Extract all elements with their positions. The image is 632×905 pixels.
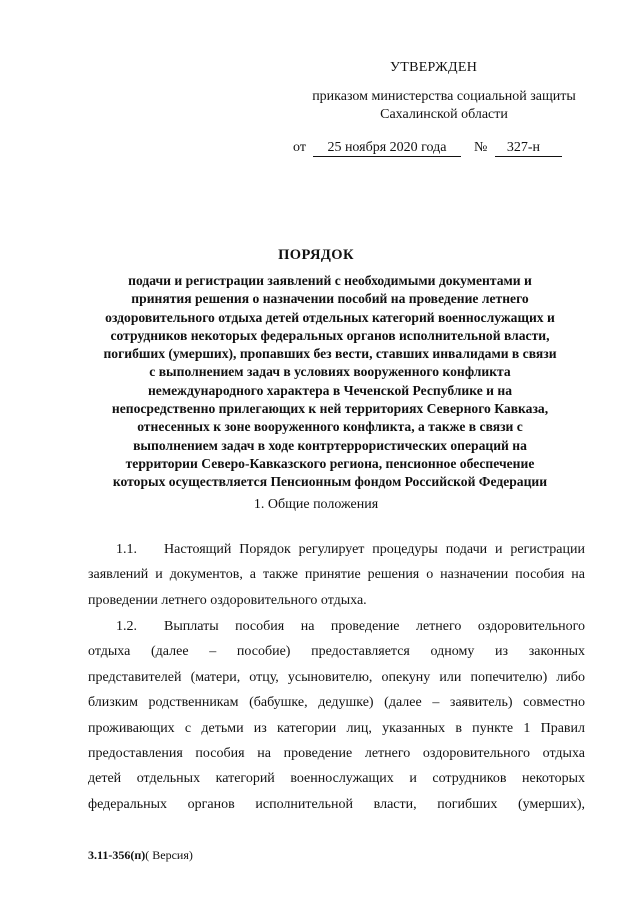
order-reference: [293, 140, 562, 157]
subtitle-line: погибших (умерших), пропавших без вести, ставших инвалидами в связи: [103, 346, 557, 362]
subtitle-line: оздоровительного отдыха детей отдельных категорий военнослужащих и: [105, 309, 555, 325]
subtitle-line: подачи и регистрации заявлений с необходимыми документами и: [128, 273, 532, 288]
paragraph-line: федеральных органов исполнительной власти, погибших (умерших),: [88, 796, 585, 812]
subtitle-line: немеждународного характера в Чеченской Республике и на: [147, 382, 513, 398]
approval-line-1: приказом министерства социальной защиты: [312, 89, 576, 104]
subtitle-line: с выполнением задач в условиях вооруженного конфликта: [149, 364, 511, 380]
paragraph-line: близким родственникам (бабушке, дедушке) (далее – заявитель) совместно: [88, 695, 585, 711]
paragraph-number: 1.2.: [116, 619, 137, 634]
document-title: ПОРЯДОК: [278, 247, 354, 263]
paragraph-line: отдыха (далее – пособие) предоставляется одному из законных: [88, 644, 585, 660]
order-number: 327-н: [495, 140, 562, 157]
document-code: 3.11-356(п): [88, 848, 146, 862]
paragraph-line: 1.2. Выплаты пособия на проведение летнего оздоровительного: [88, 614, 585, 639]
approval-line-2: Сахалинской области: [380, 107, 508, 122]
subtitle-line: выполнением задач в ходе контртеррористических операций на: [133, 437, 527, 453]
document-footer: [88, 848, 193, 863]
paragraph-1-1: [88, 537, 585, 613]
paragraph-line: предоставления пособия на проведение летнего оздоровительного отдыха: [88, 745, 585, 761]
subtitle-line: сотрудников некоторых федеральных органов исполнительной власти,: [110, 327, 550, 343]
paragraph-number: 1.1.: [116, 542, 137, 557]
paragraph-line: представителей (матери, отцу, усыновителю, опекуну или попечителю) либо: [88, 669, 585, 685]
order-date: 25 ноября 2020 года: [313, 140, 460, 157]
subtitle-line: территории Северо-Кавказского региона, пенсионное обеспечение: [125, 455, 535, 471]
subtitle-line: которых осуществляется Пенсионным фондом Российской Федерации: [112, 474, 548, 490]
approval-title: УТВЕРЖДЕН: [390, 60, 478, 75]
paragraph-line: детей отдельных категорий военнослужащих и сотрудников некоторых: [88, 771, 585, 787]
paragraph-line: проведении летнего оздоровительного отдыха.: [88, 592, 367, 608]
from-label: от: [293, 140, 306, 155]
paragraph-line: проживающих с детьми из категории лиц, указанных в пункте 1 Правил: [88, 720, 585, 736]
number-label: №: [474, 140, 488, 155]
document-version: ( Версия): [145, 848, 193, 862]
subtitle-line: отнесенных к зоне вооруженного конфликта, а также в связи с: [137, 419, 523, 435]
paragraph-line: заявлений и документов, а также принятие решения о назначении пособия на: [88, 567, 585, 583]
section-heading: 1. Общие положения: [253, 497, 379, 512]
paragraph-1-2: [88, 614, 585, 817]
subtitle-line: непосредственно прилегающих к ней территориях Северного Кавказа,: [111, 401, 549, 417]
document-subtitle: [70, 272, 590, 492]
subtitle-line: принятия решения о назначении пособий на проведение летнего: [131, 291, 529, 307]
paragraph-line: 1.1. Настоящий Порядок регулирует процедуры подачи и регистрации: [88, 537, 585, 562]
